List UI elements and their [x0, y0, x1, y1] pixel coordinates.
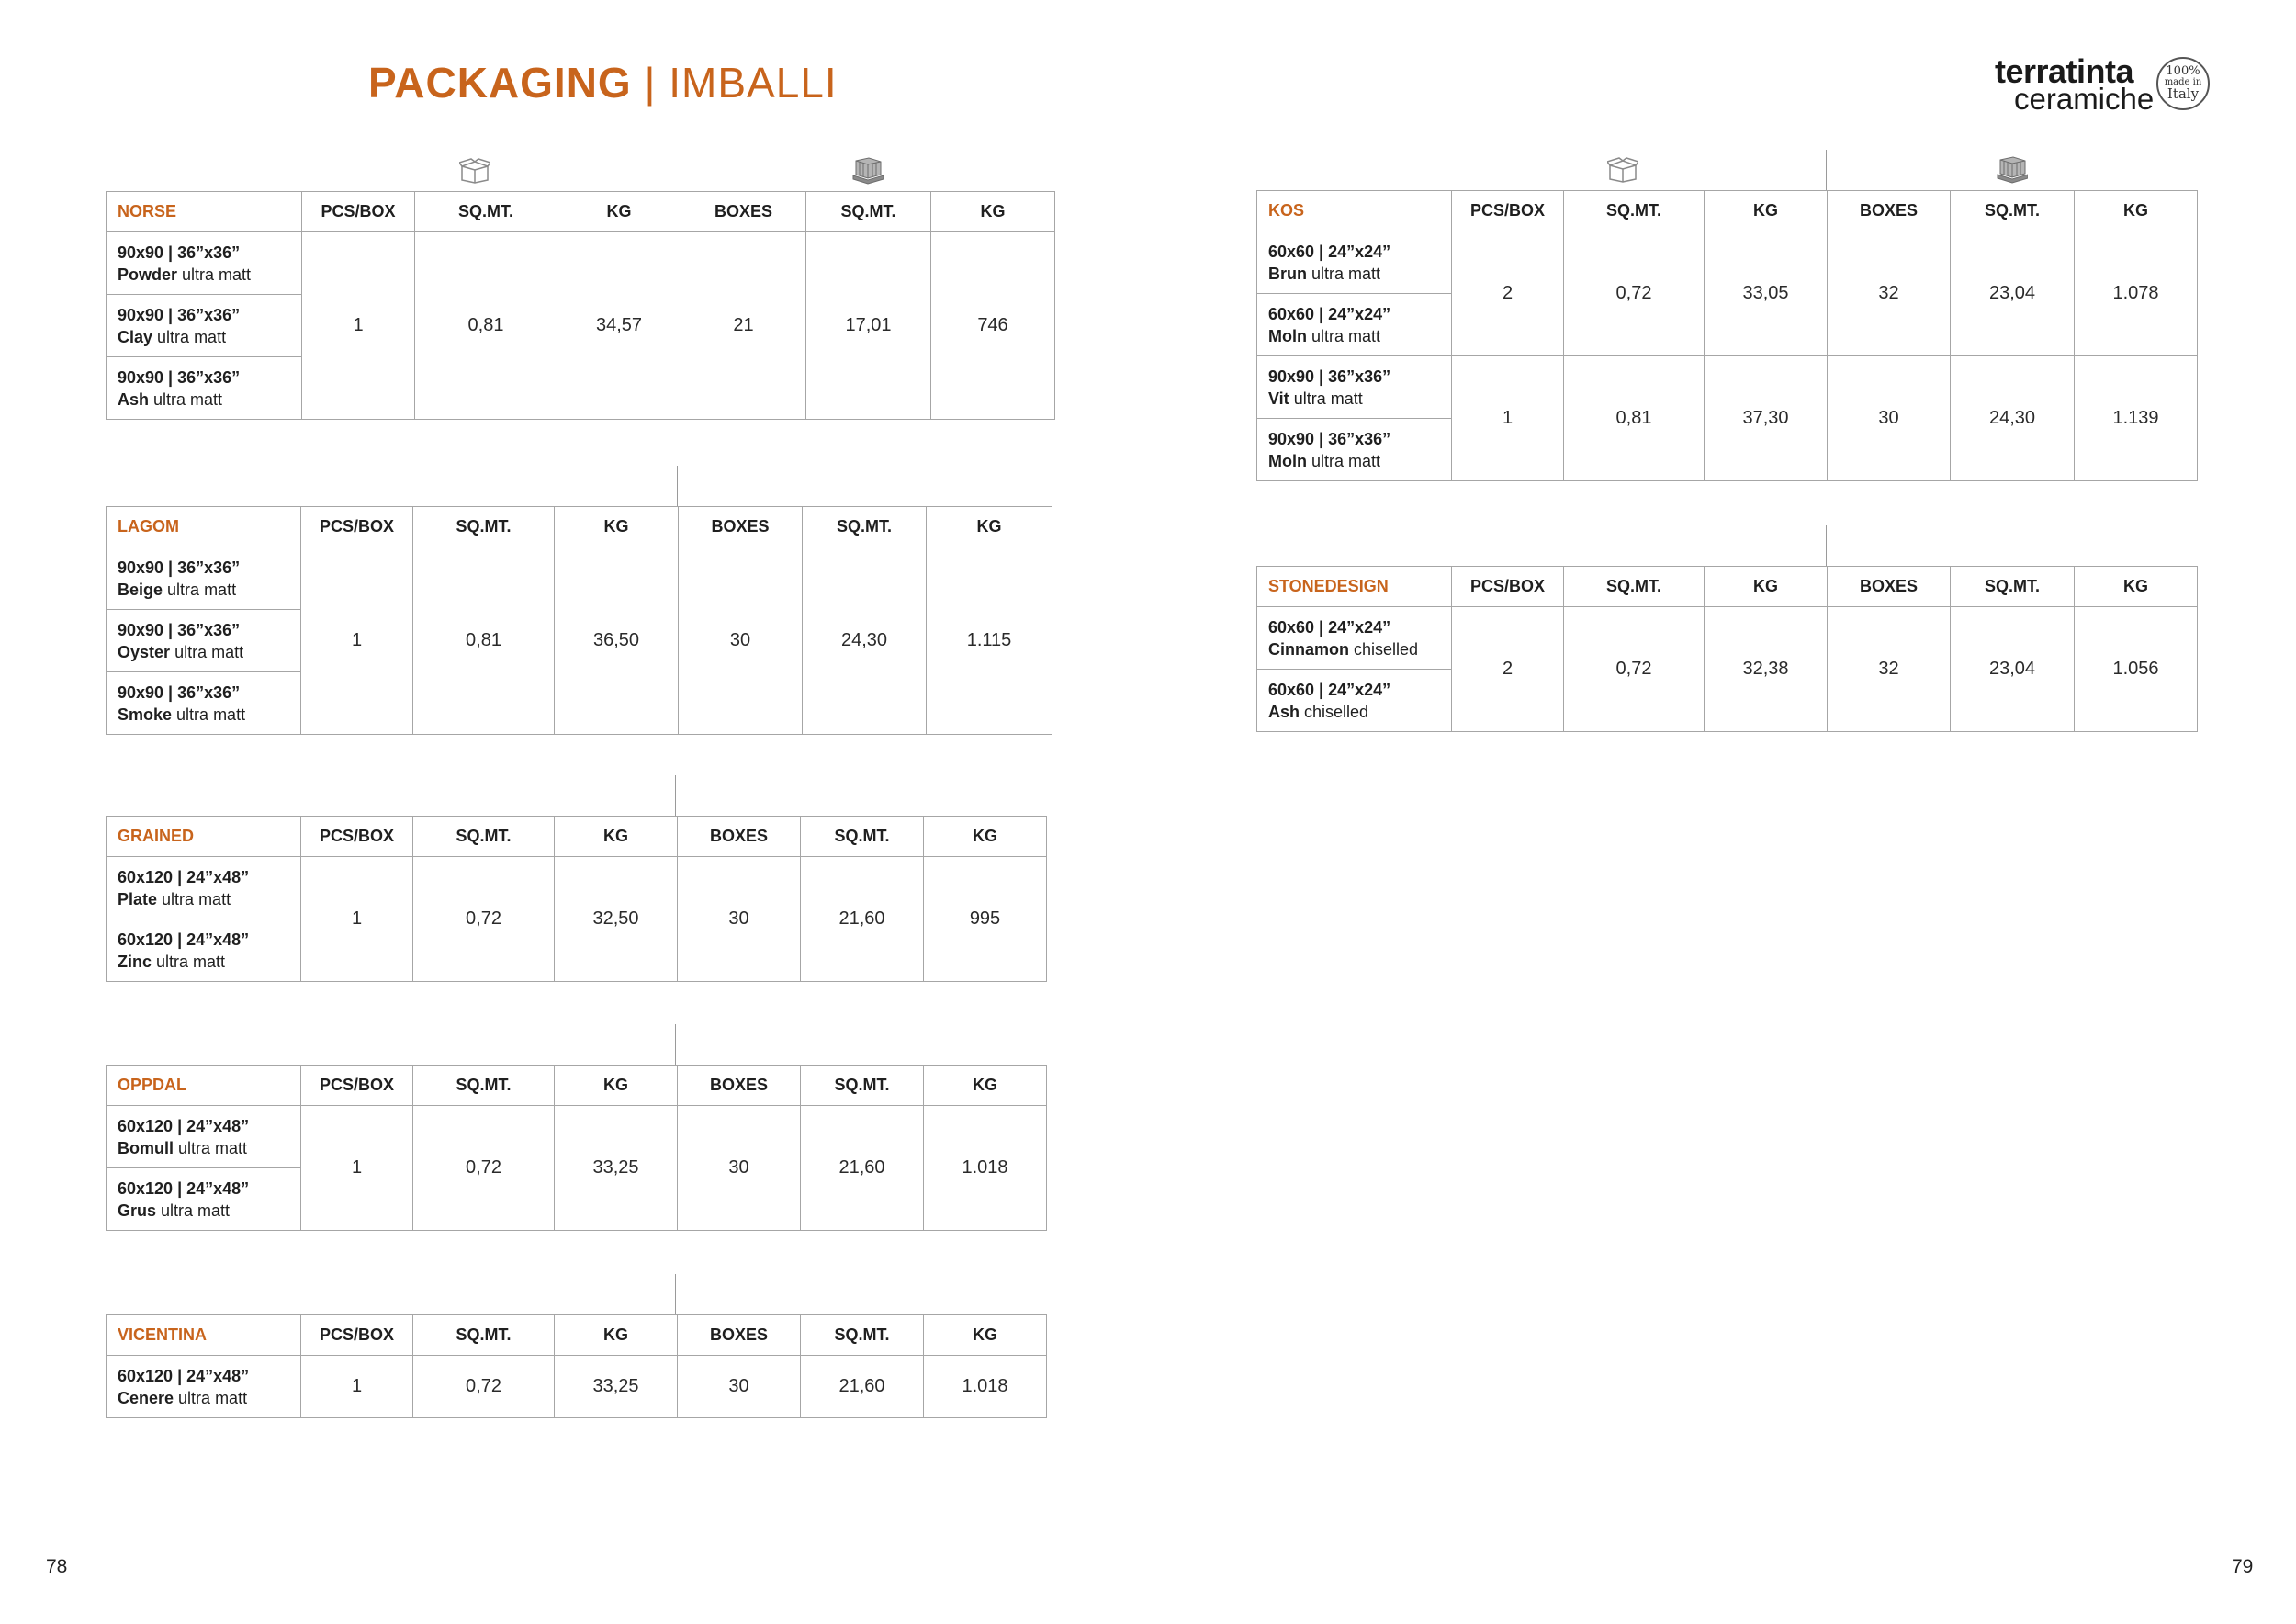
- col-sqmt-pallet: SQ.MT.: [806, 192, 931, 232]
- col-sqmt-pallet: SQ.MT.: [1951, 191, 2075, 231]
- value-sqmt-pallet: 24,30: [803, 547, 927, 735]
- product-cell: 60x60 | 24”x24” Moln ultra matt: [1257, 294, 1452, 356]
- col-pcs-box: PCS/BOX: [1452, 191, 1564, 231]
- value-kg-pallet: 746: [931, 232, 1055, 420]
- value-kg-box: 32,38: [1705, 607, 1828, 732]
- brand-logo: [1995, 53, 2208, 118]
- seal-percent: 100%: [2166, 64, 2200, 79]
- col-pcs-box: PCS/BOX: [1452, 567, 1564, 607]
- unit-icons-row: [106, 775, 1047, 816]
- value-sqmt-pallet: 23,04: [1951, 607, 2075, 732]
- table-row: [1257, 607, 2198, 670]
- made-in-italy-seal: [2156, 57, 2210, 110]
- col-sqmt-box: SQ.MT.: [413, 1315, 555, 1356]
- product-cell: 60x120 | 24”x48” Bomull ultra matt: [107, 1106, 301, 1168]
- value-kg-pallet: 1.018: [924, 1356, 1047, 1418]
- col-boxes: BOXES: [678, 817, 801, 857]
- value-boxes: 30: [678, 1106, 801, 1231]
- value-pcs-box: 1: [301, 857, 413, 982]
- col-pcs-box: PCS/BOX: [301, 817, 413, 857]
- col-sqmt-box: SQ.MT.: [413, 817, 555, 857]
- product-cell: 90x90 | 36”x36” Ash ultra matt: [107, 357, 302, 420]
- product-cell: 90x90 | 36”x36” Beige ultra matt: [107, 547, 301, 610]
- col-sqmt-box: SQ.MT.: [413, 1066, 555, 1106]
- col-sqmt-pallet: SQ.MT.: [1951, 567, 2075, 607]
- value-sqmt-box: 0,72: [1564, 231, 1705, 356]
- value-pcs-box: 1: [301, 547, 413, 735]
- value-kg-box: 33,25: [555, 1106, 678, 1231]
- seal-made-in: made in: [2164, 76, 2202, 87]
- packaging-table-vicentina: [106, 1314, 1047, 1418]
- page-number-right: 79: [2232, 1556, 2254, 1577]
- col-kg-box: KG: [555, 507, 679, 547]
- page-title: [368, 57, 838, 108]
- value-pcs-box: 2: [1452, 607, 1564, 732]
- col-pcs-box: PCS/BOX: [301, 507, 413, 547]
- pallet-icon: [1826, 150, 2197, 190]
- col-kg-box: KG: [1705, 191, 1828, 231]
- value-kg-pallet: 1.078: [2075, 231, 2198, 356]
- col-kg-pallet: KG: [2075, 567, 2198, 607]
- table-row: [107, 857, 1047, 919]
- table-block-lagom: [106, 466, 1052, 735]
- value-kg-box: 33,25: [555, 1356, 678, 1418]
- table-row: [107, 232, 1055, 295]
- col-boxes: BOXES: [1828, 191, 1951, 231]
- collection-name: NORSE: [107, 192, 302, 232]
- table-header-row: [1257, 567, 2198, 607]
- value-kg-box: 34,57: [557, 232, 681, 420]
- col-kg-box: KG: [1705, 567, 1828, 607]
- value-kg-box: 37,30: [1705, 356, 1828, 481]
- product-cell: 90x90 | 36”x36” Smoke ultra matt: [107, 672, 301, 735]
- product-cell: 60x120 | 24”x48” Zinc ultra matt: [107, 919, 301, 982]
- table-header-row: [107, 1066, 1047, 1106]
- product-cell: 60x120 | 24”x48” Grus ultra matt: [107, 1168, 301, 1231]
- table-header-row: [107, 1315, 1047, 1356]
- product-cell: 90x90 | 36”x36” Powder ultra matt: [107, 232, 302, 295]
- value-kg-pallet: 1.018: [924, 1106, 1047, 1231]
- value-boxes: 32: [1828, 231, 1951, 356]
- col-kg-pallet: KG: [2075, 191, 2198, 231]
- col-kg-pallet: KG: [924, 817, 1047, 857]
- table-block-oppdal: [106, 1024, 1047, 1231]
- value-sqmt-box: 0,72: [1564, 607, 1705, 732]
- value-sqmt-pallet: 24,30: [1951, 356, 2075, 481]
- value-pcs-box: 1: [1452, 356, 1564, 481]
- unit-icons-row: [1256, 525, 2198, 566]
- value-pcs-box: 1: [302, 232, 415, 420]
- table-header-row: [107, 507, 1052, 547]
- packaging-table-norse: [106, 191, 1055, 420]
- value-boxes: 30: [1828, 356, 1951, 481]
- table-header-row: [107, 192, 1055, 232]
- unit-icons-row: [1256, 150, 2198, 190]
- product-cell: 60x60 | 24”x24” Cinnamon chiselled: [1257, 607, 1452, 670]
- collection-name: VICENTINA: [107, 1315, 301, 1356]
- table-block-vicentina: [106, 1274, 1047, 1418]
- value-sqmt-pallet: 21,60: [801, 1106, 924, 1231]
- col-kg-pallet: KG: [927, 507, 1052, 547]
- pallet-icon: [681, 151, 1052, 191]
- page-title-separator: |: [644, 59, 657, 107]
- seal-italy: Italy: [2167, 85, 2200, 103]
- col-boxes: BOXES: [1828, 567, 1951, 607]
- value-sqmt-pallet: 17,01: [806, 232, 931, 420]
- packaging-table-grained: [106, 816, 1047, 982]
- table-block-grained: [106, 775, 1047, 982]
- value-sqmt-box: 0,81: [415, 232, 557, 420]
- collection-name: LAGOM: [107, 507, 301, 547]
- collection-name: KOS: [1257, 191, 1452, 231]
- product-cell: 60x60 | 24”x24” Ash chiselled: [1257, 670, 1452, 732]
- col-pcs-box: PCS/BOX: [302, 192, 415, 232]
- table-header-row: [1257, 191, 2198, 231]
- col-sqmt-pallet: SQ.MT.: [803, 507, 927, 547]
- unit-icons-row: [106, 1274, 1047, 1314]
- value-kg-pallet: 1.056: [2075, 607, 2198, 732]
- product-cell: 60x120 | 24”x48” Plate ultra matt: [107, 857, 301, 919]
- value-boxes: 30: [678, 1356, 801, 1418]
- page-number-left: 78: [46, 1556, 68, 1577]
- col-sqmt-pallet: SQ.MT.: [801, 1315, 924, 1356]
- packaging-table-lagom: [106, 506, 1052, 735]
- value-kg-pallet: 1.139: [2075, 356, 2198, 481]
- col-kg-box: KG: [555, 1066, 678, 1106]
- col-sqmt-pallet: SQ.MT.: [801, 1066, 924, 1106]
- value-sqmt-box: 0,81: [413, 547, 555, 735]
- value-sqmt-pallet: 21,60: [801, 1356, 924, 1418]
- col-boxes: BOXES: [678, 1315, 801, 1356]
- col-pcs-box: PCS/BOX: [301, 1315, 413, 1356]
- col-sqmt-pallet: SQ.MT.: [801, 817, 924, 857]
- table-block-norse: [106, 151, 1055, 420]
- collection-name: OPPDAL: [107, 1066, 301, 1106]
- table-row: [107, 547, 1052, 610]
- col-kg-box: KG: [557, 192, 681, 232]
- col-pcs-box: PCS/BOX: [301, 1066, 413, 1106]
- value-sqmt-box: 0,72: [413, 1356, 555, 1418]
- table-row: [107, 1106, 1047, 1168]
- value-boxes: 30: [678, 857, 801, 982]
- col-sqmt-box: SQ.MT.: [1564, 191, 1705, 231]
- packaging-table-stonedesign: [1256, 566, 2198, 732]
- col-sqmt-box: SQ.MT.: [1564, 567, 1705, 607]
- col-sqmt-box: SQ.MT.: [415, 192, 557, 232]
- col-kg-pallet: KG: [931, 192, 1055, 232]
- unit-icons-row: [106, 466, 1052, 506]
- col-kg-box: KG: [555, 1315, 678, 1356]
- value-boxes: 32: [1828, 607, 1951, 732]
- collection-name: GRAINED: [107, 817, 301, 857]
- col-kg-box: KG: [555, 817, 678, 857]
- value-boxes: 30: [679, 547, 803, 735]
- value-pcs-box: 2: [1452, 231, 1564, 356]
- page-title-sub: IMBALLI: [669, 59, 838, 107]
- col-boxes: BOXES: [679, 507, 803, 547]
- table-row: [1257, 356, 2198, 419]
- value-sqmt-pallet: 21,60: [801, 857, 924, 982]
- value-sqmt-box: 0,72: [413, 1106, 555, 1231]
- col-boxes: BOXES: [678, 1066, 801, 1106]
- unit-icons-row: [106, 151, 1055, 191]
- product-cell: 90x90 | 36”x36” Clay ultra matt: [107, 295, 302, 357]
- logo-wordmark: terratinta: [1995, 52, 2134, 90]
- logo-subtitle: ceramiche: [2014, 82, 2155, 116]
- box-icon: [342, 151, 608, 191]
- table-row: [1257, 231, 2198, 294]
- page-title-main: PACKAGING: [368, 59, 632, 107]
- value-sqmt-box: 0,72: [413, 857, 555, 982]
- value-kg-box: 32,50: [555, 857, 678, 982]
- unit-icons-row: [106, 1024, 1047, 1065]
- packaging-table-oppdal: [106, 1065, 1047, 1231]
- value-kg-box: 33,05: [1705, 231, 1828, 356]
- table-header-row: [107, 817, 1047, 857]
- packaging-table-kos: [1256, 190, 2198, 481]
- value-kg-box: 36,50: [555, 547, 679, 735]
- value-kg-pallet: 1.115: [927, 547, 1052, 735]
- product-cell: 60x60 | 24”x24” Brun ultra matt: [1257, 231, 1452, 294]
- table-block-kos: [1256, 150, 2198, 481]
- table-row: [107, 1356, 1047, 1418]
- product-cell: 90x90 | 36”x36” Vit ultra matt: [1257, 356, 1452, 419]
- box-icon: [1491, 150, 1753, 190]
- value-boxes: 21: [681, 232, 806, 420]
- product-cell: 90x90 | 36”x36” Oyster ultra matt: [107, 610, 301, 672]
- value-sqmt-box: 0,81: [1564, 356, 1705, 481]
- col-boxes: BOXES: [681, 192, 806, 232]
- value-pcs-box: 1: [301, 1356, 413, 1418]
- product-cell: 60x120 | 24”x48” Cenere ultra matt: [107, 1356, 301, 1418]
- value-pcs-box: 1: [301, 1106, 413, 1231]
- col-kg-pallet: KG: [924, 1315, 1047, 1356]
- col-kg-pallet: KG: [924, 1066, 1047, 1106]
- collection-name: STONEDESIGN: [1257, 567, 1452, 607]
- table-block-stonedesign: [1256, 525, 2198, 732]
- product-cell: 90x90 | 36”x36” Moln ultra matt: [1257, 419, 1452, 481]
- col-sqmt-box: SQ.MT.: [413, 507, 555, 547]
- value-kg-pallet: 995: [924, 857, 1047, 982]
- value-sqmt-pallet: 23,04: [1951, 231, 2075, 356]
